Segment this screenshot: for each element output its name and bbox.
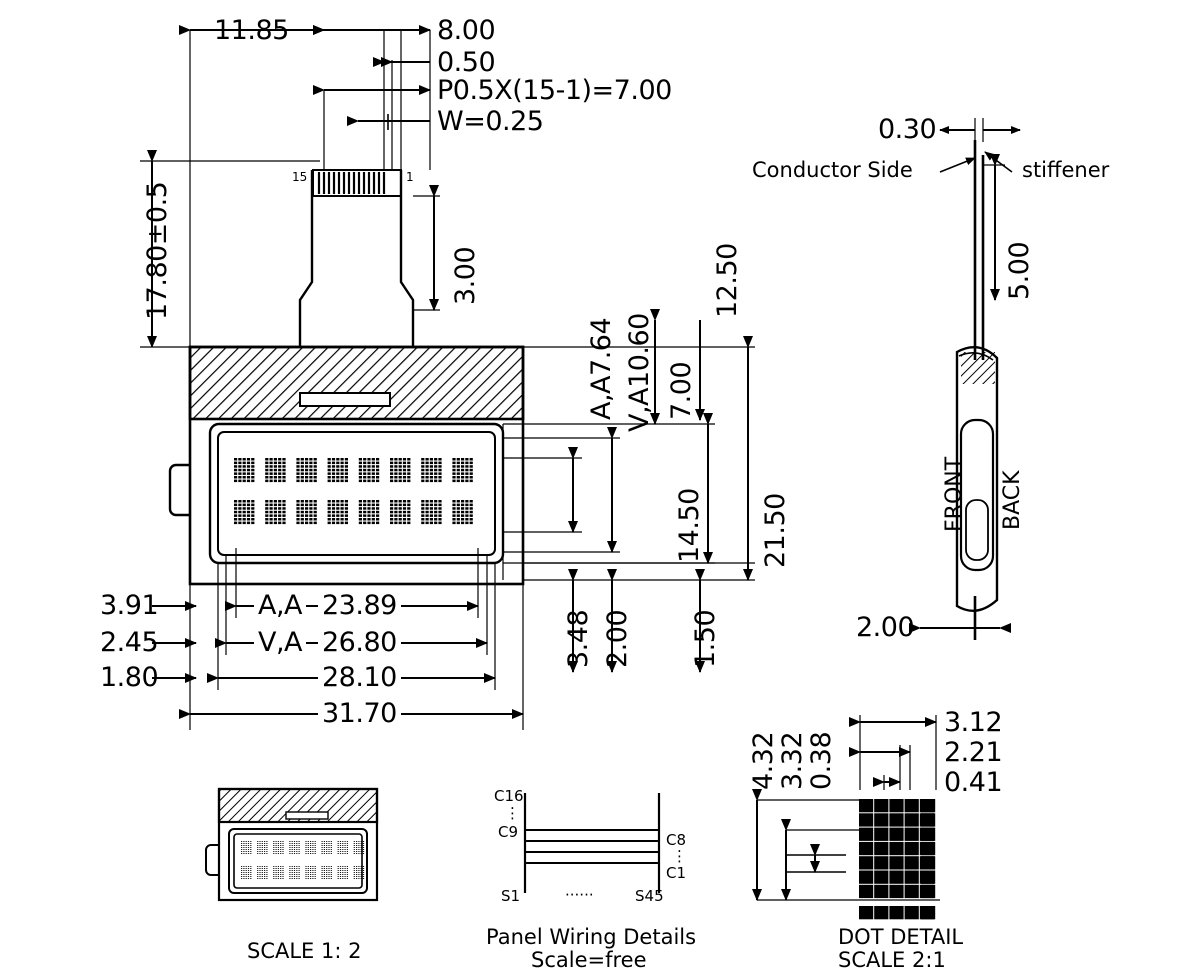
wiring-s1-label: S1 [501,887,521,905]
dim-aa-label: A,A [254,592,306,619]
dim-va-10-60: V,A10.60 [624,313,655,432]
dim-aa-7-64: A,A7.64 [586,317,617,420]
dim-8-00: 8.00 [437,15,496,46]
dim-va-label: V,A [254,629,306,656]
dim-3-00: 3.00 [450,246,481,305]
dim-2-45: 2.45 [100,627,159,658]
wiring-s-dots: ······ [565,886,594,904]
back-label: BACK [1000,470,1025,530]
dim-3-91: 3.91 [100,590,159,621]
dim-0-41: 0.41 [944,767,1003,798]
caption-panel-wiring-title: Panel Wiring Details [486,925,697,949]
dim-2-00-vertical: 2.00 [602,609,633,668]
caption-scale-1-2: SCALE 1: 2 [247,939,362,963]
caption-dot-detail-title: DOT DETAIL [838,925,964,949]
dim-3-32: 3.32 [777,731,808,790]
wiring-c-dots-bottom: ⋮ [672,847,687,865]
dim-1-80: 1.80 [100,662,159,693]
dim-5-00: 5.00 [1004,241,1035,300]
dim-28-10: 28.10 [318,664,401,691]
wiring-c16-label: C16 [494,787,524,805]
dim-va-26-80: 26.80 [318,629,401,656]
dim-2-21: 2.21 [944,737,1003,768]
dim-0-38: 0.38 [806,731,837,790]
dim-4-32: 4.32 [748,731,779,790]
pin-label-1: 1 [406,170,414,184]
dim-0-50: 0.50 [437,47,496,78]
dim-14-50: 14.50 [674,488,705,563]
dim-3-48: 3.48 [563,609,594,668]
dim-7-00: 7.00 [666,361,697,420]
wiring-c-dots-top: ⋮ [505,804,520,822]
wiring-c1-label: C1 [666,864,687,882]
wiring-s45-label: S45 [635,887,664,905]
pin-label-15: 15 [292,170,308,184]
dim-17-80: 17.80±0.5 [142,181,173,320]
dim-aa-23-89: 23.89 [318,592,401,619]
dim-0-30: 0.30 [878,114,937,145]
dim-trace-width: W=0.25 [437,106,544,137]
dim-3-12: 3.12 [944,707,1003,738]
dim-11-85: 11.85 [214,15,289,46]
conductor-side-label: Conductor Side [752,158,913,182]
dim-1-50: 1.50 [690,609,721,668]
wiring-c9-label: C9 [498,823,519,841]
dim-12-50: 12.50 [712,243,743,318]
dim-2-00-side: 2.00 [856,612,915,643]
dim-pitch: P0.5X(15-1)=7.00 [437,75,672,106]
front-label: FRONT [942,456,967,532]
caption-dot-detail-scale: SCALE 2:1 [838,948,946,972]
stiffener-label: stiffener [1022,158,1110,182]
dim-21-50: 21.50 [760,493,791,568]
dim-31-70: 31.70 [318,700,401,727]
caption-panel-wiring-scale: Scale=free [531,948,647,972]
wiring-c8-label: C8 [666,831,687,849]
